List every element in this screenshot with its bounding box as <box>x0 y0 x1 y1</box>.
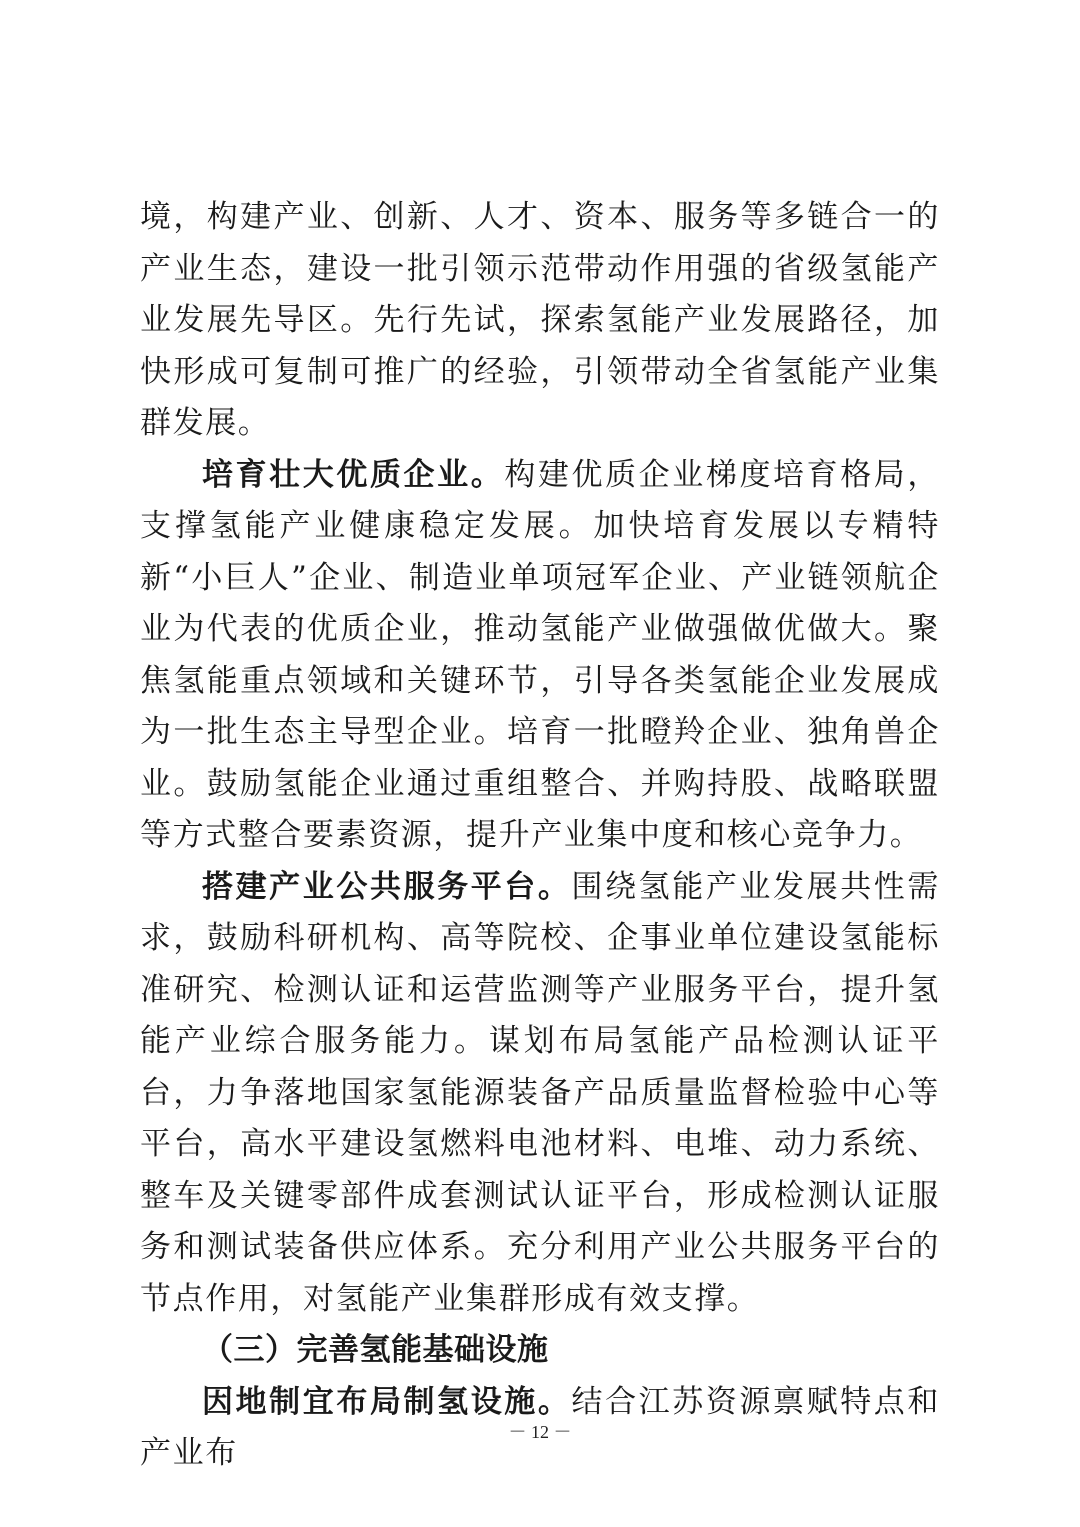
page-number: － 12 － <box>508 1422 572 1442</box>
paragraph-lead: 搭建产业公共服务平台。 <box>202 868 572 905</box>
paragraph-lead: 因地制宜布局制氢设施。 <box>202 1383 572 1420</box>
paragraph-text: 构建优质企业梯度培育格局，支撑氢能产业健康稳定发展。加快培育发展以专精特新“小巨人”企业、制造业单项冠军企业、产业链领航企业为代表的优质企业，推动氢能产业做强做优做大。聚焦氢能重点领域和关键环节，引导各类氢能企业发展成为一批生态主导型企业。培育一批瞪羚企业、独角兽企业。鼓励氢能企业通过重组整合、并购持股、战略联盟等方式整合要素资源，提升产业集中度和核心竞争力。 <box>140 456 940 853</box>
document-body <box>140 192 940 1480</box>
paragraph-continuation <box>140 192 940 450</box>
paragraph-enterprises <box>140 450 940 862</box>
paragraph-text: 结合江苏资源禀赋特点和产业布 <box>140 1383 940 1471</box>
paragraph-lead: 培育壮大优质企业。 <box>202 456 505 493</box>
paragraph-text: 围绕氢能产业发展共性需求，鼓励科研机构、高等院校、企事业单位建设氢能标准研究、检测认证和运营监测等产业服务平台，提升氢能产业综合服务能力。谋划布局氢能产品检测认证平台，力争落地国家氢能源装备产品质量监督检验中心等平台，高水平建设氢燃料电池材料、电堆、动力系统、整车及关键零部件成套测试认证平台，形成检测认证服务和测试装备供应体系。充分利用产业公共服务平台的节点作用，对氢能产业集群形成有效支撑。 <box>140 868 940 1317</box>
paragraph-service-platform <box>140 862 940 1326</box>
section-heading: （三）完善氢能基础设施 <box>202 1332 549 1368</box>
paragraph-text: 境，构建产业、创新、人才、资本、服务等多链合一的产业生态，建设一批引领示范带动作用强的省级氢能产业发展先导区。先行先试，探索氢能产业发展路径，加快形成可复制可推广的经验，引领带动全省氢能产业集群发展。 <box>140 199 940 441</box>
